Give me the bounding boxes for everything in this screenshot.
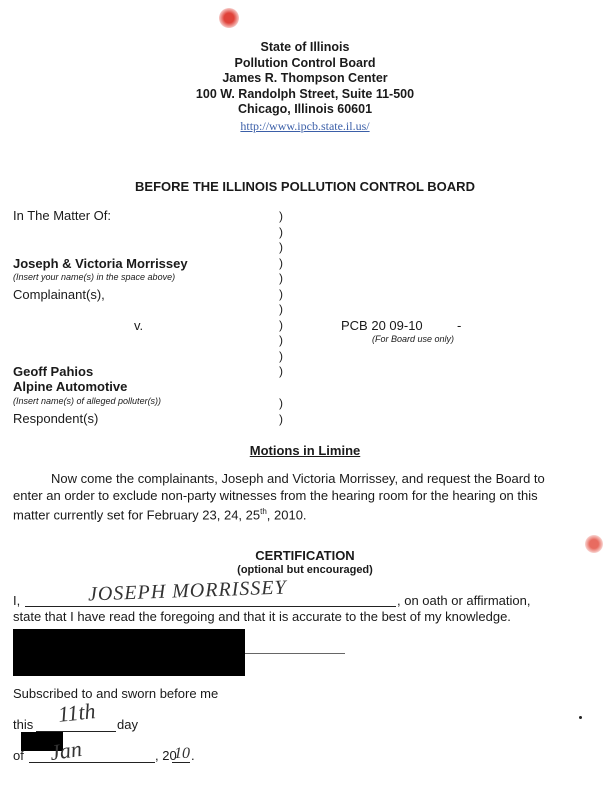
- paren: ): [279, 333, 283, 347]
- motion-body-text: Now come the complainants, Joseph and Victoria Morrissey, and request the Board to enter an order to exclude non-party witnesses from the hearing room for the hearing on this matter currently set for February 23, 24, 25: [13, 471, 545, 523]
- day-handwritten: 11th: [56, 698, 97, 727]
- motion-title: Motions in Limine: [249, 443, 361, 458]
- year-prefix: , 20: [155, 748, 177, 763]
- cert-i-label: I,: [13, 593, 21, 608]
- month-handwritten: Jan: [48, 735, 84, 766]
- paren: ): [279, 271, 283, 285]
- board-use-note: (For Board use only): [372, 334, 455, 344]
- letterhead-city: Chicago, Illinois 60601: [237, 102, 373, 116]
- scan-speck: [579, 716, 582, 719]
- letterhead-street: 100 W. Randolph Street, Suite 11-500: [195, 86, 415, 101]
- subscribed-text: Subscribed to and sworn before me: [13, 686, 219, 701]
- complainant-names: Joseph & Victoria Morrissey: [13, 256, 188, 271]
- red-stamp-top: [219, 8, 239, 28]
- versus-label: v.: [134, 318, 144, 333]
- complainant-hint: (Insert your name(s) in the space above): [13, 272, 176, 282]
- paren: ): [279, 396, 283, 410]
- case-number: PCB 20 09-10: [341, 318, 423, 333]
- letterhead-center: James R. Thompson Center: [222, 71, 388, 85]
- oath-text: , on oath or affirmation,: [397, 593, 531, 608]
- complainant-label: Complainant(s),: [13, 287, 105, 302]
- respondent-name-2: Alpine Automotive: [13, 379, 128, 394]
- paren: ): [279, 255, 283, 270]
- paren: ): [279, 209, 283, 223]
- paren: ): [279, 224, 283, 239]
- cert-statement: state that I have read the foregoing and that it is accurate to the best of my knowledge.: [13, 609, 511, 624]
- caption-parens-bottom: [279, 396, 283, 427]
- certification-title: CERTIFICATION: [255, 548, 355, 563]
- certification-subtitle: (optional but encouraged): [237, 564, 373, 576]
- matter-of-label: In The Matter Of:: [13, 208, 112, 223]
- this-label: this: [13, 717, 34, 732]
- month-line: [29, 762, 155, 763]
- respondent-name-1: Geoff Pahios: [13, 364, 94, 379]
- of-label: of: [13, 748, 24, 763]
- year-handwritten: 10: [174, 745, 190, 762]
- motion-body: [13, 471, 569, 524]
- letterhead-board: Pollution Control Board: [234, 55, 376, 70]
- board-website-link[interactable]: http://www.ipcb.state.il.us/: [240, 119, 370, 133]
- paren: ): [279, 411, 283, 426]
- paren: ): [279, 286, 283, 301]
- redacted-signature: [13, 629, 245, 676]
- paren: ): [279, 364, 283, 378]
- day-label: day: [117, 717, 138, 732]
- letterhead-state: State of Illinois: [260, 40, 350, 54]
- caption-title: BEFORE THE ILLINOIS POLLUTION CONTROL BOARD: [135, 179, 475, 194]
- respondent-hint: (Insert name(s) of alleged polluter(s)): [13, 396, 162, 406]
- signer-name-line: [25, 606, 396, 607]
- paren: ): [279, 240, 283, 254]
- motion-body-end: , 2010.: [266, 507, 307, 523]
- caption-parens: [279, 209, 283, 380]
- paren: ): [279, 348, 283, 363]
- year-period: .: [191, 748, 195, 763]
- signer-handwritten-name: JOSEPH MORRISSEY: [87, 576, 288, 606]
- paren: ): [279, 317, 283, 332]
- respondent-label: Respondent(s): [13, 411, 99, 426]
- ordinal-suffix: th: [260, 507, 267, 516]
- paren: ): [279, 302, 283, 316]
- case-number-dash: -: [457, 318, 462, 333]
